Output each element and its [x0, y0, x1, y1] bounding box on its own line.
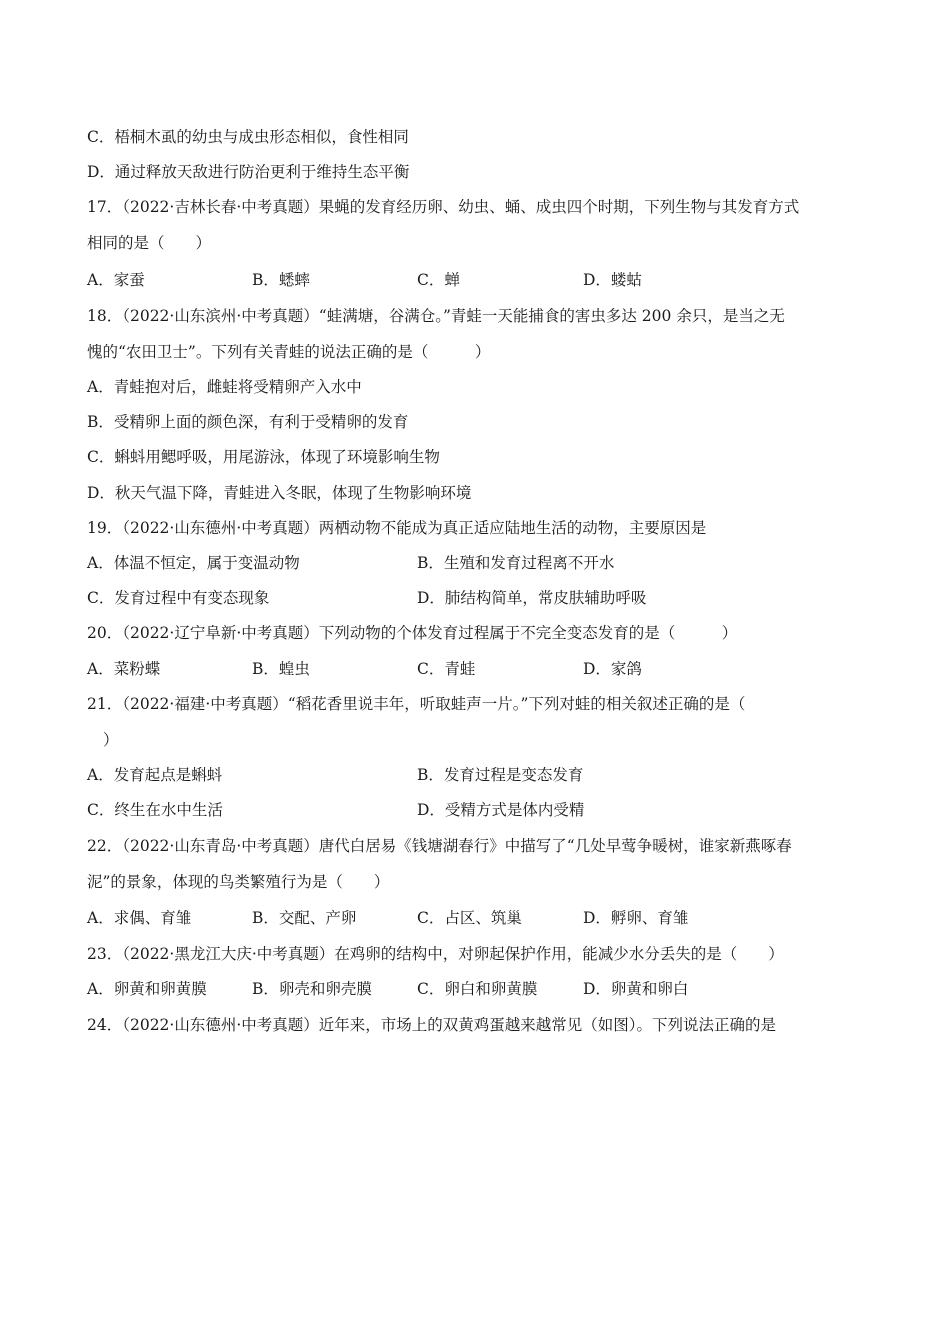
q21-option-a: A．发育起点是蝌蚪 [87, 766, 223, 784]
q20-stem: 20．（2022·辽宁阜新·中考真题）下列动物的个体发育过程属于不完全变态发育的是（ ） [87, 624, 738, 642]
q23-option-b: B．卵壳和卵壳膜 [252, 980, 372, 998]
q21-option-b: B．发育过程是变态发育 [417, 766, 584, 784]
q23-option-c: C．卵白和卵黄膜 [417, 980, 538, 998]
q21-option-c: C．终生在水中生活 [87, 801, 223, 819]
q20-option-d: D．家鸽 [583, 660, 642, 678]
q22-stem-line-1: 22．（2022·山东青岛·中考真题）唐代白居易《钱塘湖春行》中描写了“几处早莺争暖树，谁家新燕啄春 [87, 837, 792, 855]
q18-option-d: D．秋天气温下降，青蛙进入冬眠，体现了生物影响环境 [87, 484, 472, 502]
q21-stem-line-2: ） [103, 731, 119, 749]
q17-option-c: C．蝉 [417, 271, 460, 289]
q18-option-a: A．青蛙抱对后，雌蛙将受精卵产入水中 [87, 378, 362, 396]
q18-stem-line-2: 愧的“农田卫士”。下列有关青蛙的说法正确的是（ ） [87, 343, 491, 361]
q19-option-c: C．发育过程中有变态现象 [87, 589, 270, 607]
q16-option-d: D．通过释放天敌进行防治更利于维持生态平衡 [87, 163, 410, 181]
q20-option-a: A．菜粉蝶 [87, 660, 161, 678]
q22-stem-line-2: 泥”的景象，体现的鸟类繁殖行为是（ ） [87, 873, 390, 891]
q18-option-b: B．受精卵上面的颜色深，有利于受精卵的发育 [87, 413, 409, 431]
q18-option-c: C．蝌蚪用鳃呼吸，用尾游泳，体现了环境影响生物 [87, 448, 440, 466]
q20-option-c: C．青蛙 [417, 660, 476, 678]
q17-option-d: D．蝼蛄 [583, 271, 642, 289]
q20-option-b: B．蝗虫 [252, 660, 310, 678]
q24-stem: 24．（2022·山东德州·中考真题）近年来，市场上的双黄鸡蛋越来越常见（如图）。下列说法正确的是 [87, 1016, 777, 1034]
q19-option-d: D．肺结构简单，常皮肤辅助呼吸 [417, 589, 647, 607]
q17-stem-line-2: 相同的是（ ） [87, 234, 212, 252]
q16-option-c: C．梧桐木虱的幼虫与成虫形态相似，食性相同 [87, 128, 409, 146]
q17-option-a: A．家蚕 [87, 271, 145, 289]
q22-option-b: B．交配、产卵 [252, 909, 357, 927]
q17-option-b: B．蟋蟀 [252, 271, 310, 289]
q19-option-b: B．生殖和发育过程离不开水 [417, 554, 615, 572]
q22-option-a: A．求偶、育雏 [87, 909, 192, 927]
q19-stem: 19．（2022·山东德州·中考真题）两栖动物不能成为真正适应陆地生活的动物，主要原因是 [87, 519, 707, 537]
q23-stem: 23．（2022·黑龙江大庆·中考真题）在鸡卵的结构中，对卵起保护作用，能减少水分丢失的是（ ） [87, 945, 784, 963]
q18-stem-line-1: 18．（2022·山东滨州·中考真题）“蛙满塘，谷满仓。”青蛙一天能捕食的害虫多达 200 余只，是当之无 [87, 307, 785, 325]
q21-stem-line-1: 21．（2022·福建·中考真题）“稻花香里说丰年，听取蛙声一片。”下列对蛙的相关叙述正确的是（ [87, 695, 746, 713]
q23-option-a: A．卵黄和卵黄膜 [87, 980, 207, 998]
q19-option-a: A．体温不恒定，属于变温动物 [87, 554, 300, 572]
q23-option-d: D．卵黄和卵白 [583, 980, 689, 998]
q17-stem-line-1: 17．（2022·吉林长春·中考真题）果蝇的发育经历卵、幼虫、蛹、成虫四个时期，下列生物与其发育方式 [87, 198, 800, 216]
q22-option-c: C．占区、筑巢 [417, 909, 522, 927]
q21-option-d: D．受精方式是体内受精 [417, 801, 585, 819]
q22-option-d: D．孵卵、育雏 [583, 909, 689, 927]
